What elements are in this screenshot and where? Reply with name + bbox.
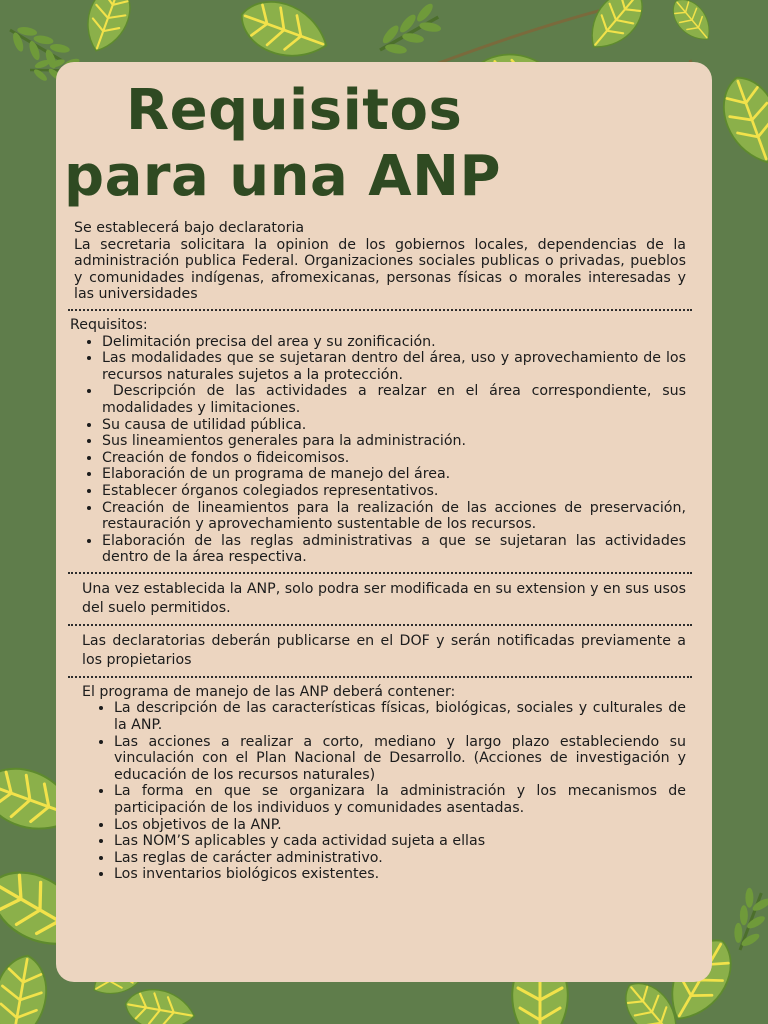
title-line-2: para una ANP	[64, 144, 502, 209]
list-item: • Las reglas de carácter administrativo.	[114, 850, 686, 867]
requisitos-heading: Requisitos:	[70, 316, 148, 333]
page-title	[64, 78, 501, 210]
modificacion-section	[68, 580, 692, 618]
modificacion-text: Una vez establecida la ANP, solo podra ser modificada en su extension y en sus usos del suelo permitidos.	[82, 580, 686, 616]
list-item: • Los objetivos de la ANP.	[114, 817, 686, 834]
programa-list	[82, 700, 686, 883]
requisitos-list	[70, 333, 691, 566]
list-item: • Creación de fondos o fideicomisos.	[102, 450, 686, 467]
list-item: • Descripción de las actividades a realzar en el área correspondiente, sus modalidades y limitaciones.	[102, 383, 686, 416]
intro-section	[68, 220, 692, 303]
declaratorias-text: Las declaratorias deberán publicarse en el DOF y serán notificadas previamente a los propietarios	[82, 632, 686, 668]
requisitos-section	[68, 317, 692, 566]
list-item: • Elaboración de las reglas administrativas a que se sujetaran las actividades dentro de la área respectiva.	[102, 533, 686, 566]
document-body	[68, 220, 692, 883]
list-item: • Creación de lineamientos para la realización de las acciones de preservación, restauración y aprovechamiento sustentable de los recursos.	[102, 500, 686, 533]
list-item: • Las acciones a realizar a corto, mediano y largo plazo estableciendo su vinculación con el Plan Nacional de Desarrollo. (Acciones de investigación y educación de los recursos naturales)	[114, 734, 686, 784]
programa-heading: El programa de manejo de las ANP deberá contener:	[82, 683, 456, 700]
intro-text: La secretaria solicitara la opinion de los gobiernos locales, dependencias de la administración publica Federal. Organizaciones sociales publicas o privadas, pueblos y comunidades indígenas, afromexicanas, personas físicas o morales interesadas y las universidades	[74, 236, 686, 303]
title-line-1: Requisitos	[126, 78, 463, 143]
programa-section	[68, 684, 692, 883]
list-item: • La forma en que se organizara la administración y los mecanismos de participación de los individuos y comunidades asentadas.	[114, 783, 686, 816]
dotted-divider	[68, 572, 692, 574]
list-item: • Su causa de utilidad pública.	[102, 417, 686, 434]
list-item: • Los inventarios biológicos existentes.	[114, 866, 686, 883]
list-item: • Establecer órganos colegiados representativos.	[102, 483, 686, 500]
list-item: • Elaboración de un programa de manejo del área.	[102, 466, 686, 483]
list-item: • Sus lineamientos generales para la administración.	[102, 433, 686, 450]
dotted-divider	[68, 309, 692, 311]
dotted-divider	[68, 676, 692, 678]
list-item: • La descripción de las características físicas, biológicas, sociales y culturales de la ANP.	[114, 700, 686, 733]
dotted-divider	[68, 624, 692, 626]
intro-heading: Se establecerá bajo declaratoria	[74, 220, 305, 236]
declaratorias-section	[68, 632, 692, 670]
list-item: • Delimitación precisa del area y su zonificación.	[102, 334, 686, 351]
list-item: • Las modalidades que se sujetaran dentro del área, uso y aprovechamiento de los recursos naturales sujetos a la protección.	[102, 350, 686, 383]
list-item: • Las NOM’S aplicables y cada actividad sujeta a ellas	[114, 833, 686, 850]
